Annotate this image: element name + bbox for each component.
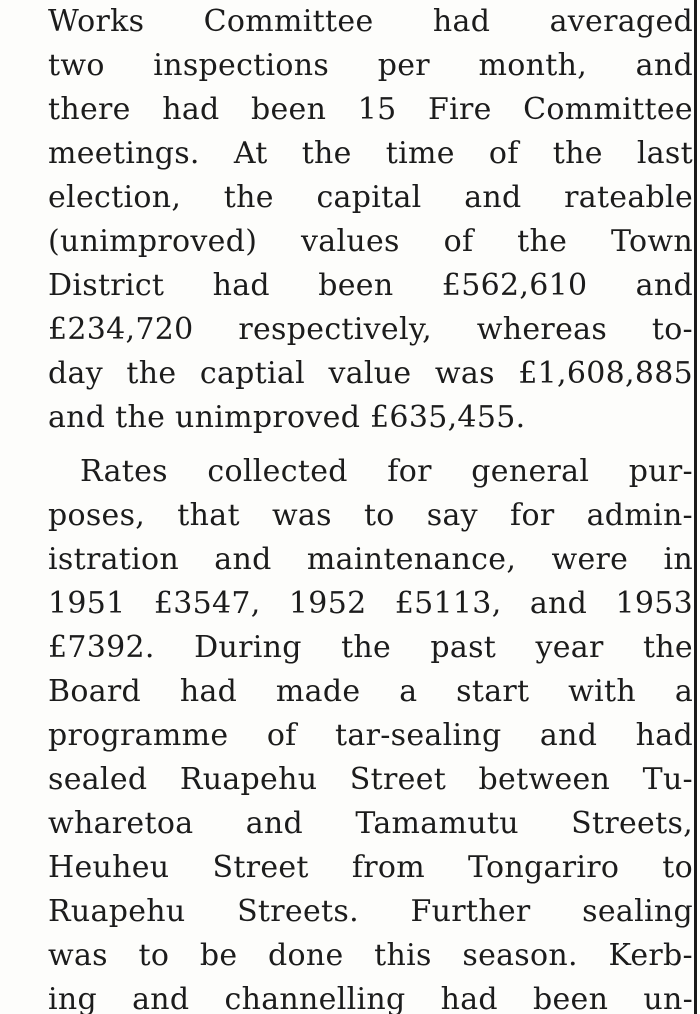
text-line: programme of tar-sealing and had bbox=[48, 718, 693, 753]
text-line: Ruapehu Streets. Further sealing bbox=[48, 894, 693, 929]
text-line: Rates collected for general pur- bbox=[80, 454, 693, 489]
text-line: election, the capital and rateable bbox=[48, 180, 693, 215]
text-line: 1951 £3547, 1952 £5113, and 1953 bbox=[48, 586, 693, 621]
text-line: Heuheu Street from Tongariro to bbox=[48, 850, 693, 885]
text-line: Works Committee had averaged bbox=[48, 4, 693, 39]
text-line: and the unimproved £635,455. bbox=[48, 400, 526, 435]
text-line: (unimproved) values of the Town bbox=[48, 224, 693, 259]
text-line: istration and maintenance, were in bbox=[48, 542, 693, 577]
text-line: there had been 15 Fire Committee bbox=[48, 92, 693, 127]
column-divider-rule bbox=[694, 0, 697, 1014]
text-line: poses, that was to say for admin- bbox=[48, 498, 693, 533]
text-line: Board had made a start with a bbox=[48, 674, 693, 709]
text-line: meetings. At the time of the last bbox=[48, 136, 693, 171]
text-line: £234,720 respectively, whereas to- bbox=[48, 312, 693, 347]
text-line: two inspections per month, and bbox=[48, 48, 693, 83]
text-line: ing and channelling had been un- bbox=[48, 982, 693, 1014]
text-line: day the captial value was £1,608,885 bbox=[48, 356, 693, 391]
text-line: wharetoa and Tamamutu Streets, bbox=[48, 806, 693, 841]
text-line: District had been £562,610 and bbox=[48, 268, 693, 303]
text-line: £7392. During the past year the bbox=[48, 630, 693, 665]
text-line: was to be done this season. Kerb- bbox=[48, 938, 693, 973]
text-line: sealed Ruapehu Street between Tu- bbox=[48, 762, 693, 797]
